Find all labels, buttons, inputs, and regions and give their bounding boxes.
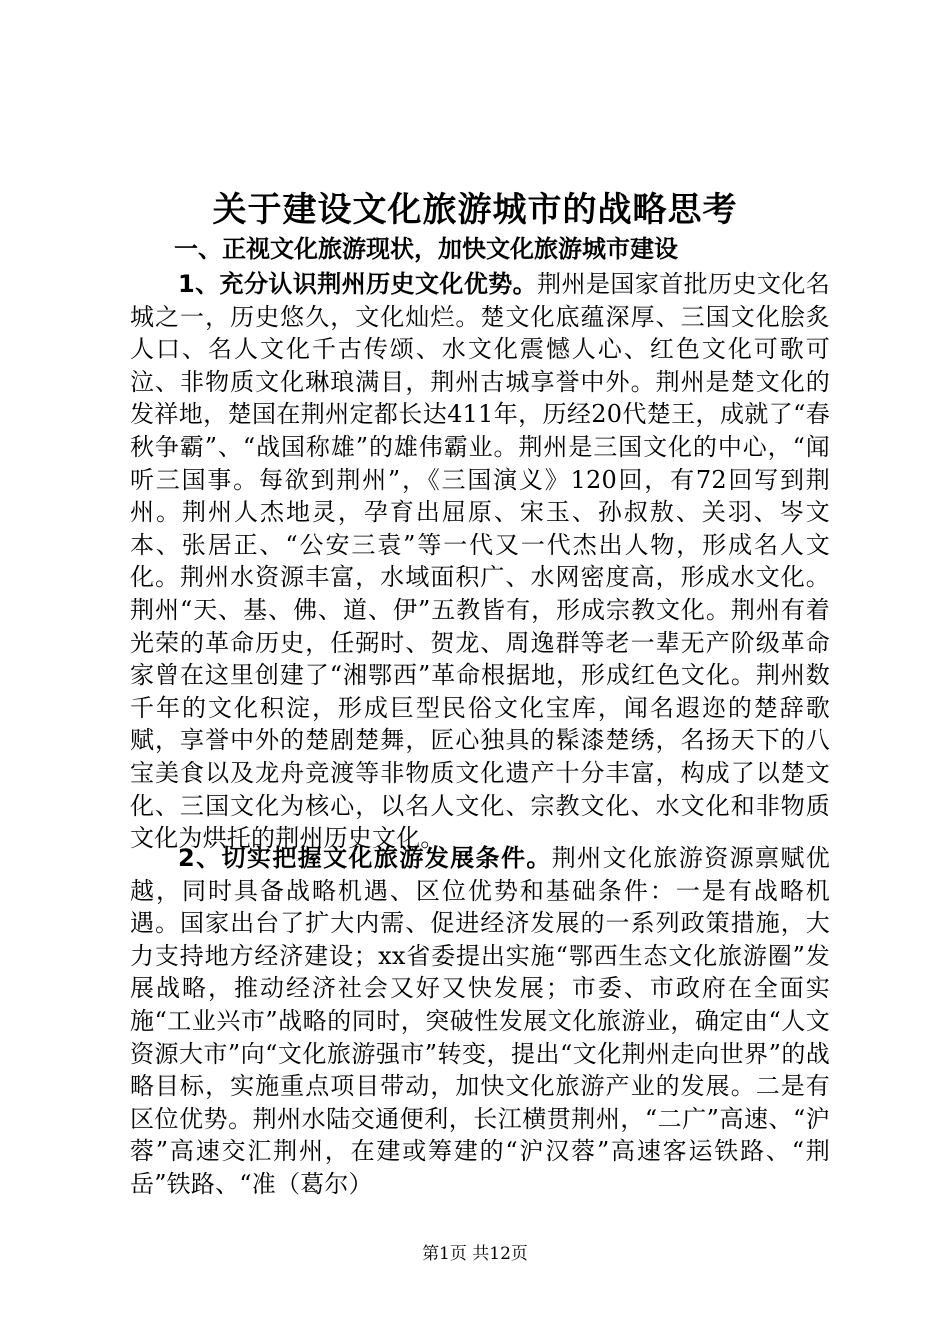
paragraph-1: [130, 268, 830, 855]
paragraph-2-text: 荆州文化旅游资源禀赋优越，同时具备战略机遇、区位优势和基础条件：一是有战略机遇。国家出台了扩大内需、促进经济发展的一系列政策措施，大力支持地方经济建设；xx省委提出实施“鄂西生态文化旅游圈”发展战略，推动经济社会又好又快发展；市委、市政府在全面实施“工业兴市”战略的同时，突破性发展文化旅游业，确定由“人文资源大市”向“文化旅游强市”转变，提出“文化荆州走向世界”的战略目标，实施重点项目带动，加快文化旅游产业的发展。二是有区位优势。荆州水陆交通便利，长江横贯荆州，“二广”高速、“沪蓉”高速交汇荆州，在建或筹建的“沪汉蓉”高速客运铁路、“荆岳”铁路、“准（葛尔）: [130, 844, 831, 1198]
section-heading: 一、正视文化旅游现状，加快文化旅游城市建设: [174, 235, 678, 263]
paragraph-1-lead: 1、充分认识荆州历史文化优势。: [178, 270, 538, 298]
paragraph-2-lead: 2、切实把握文化旅游发展条件。: [178, 844, 552, 872]
paragraph-2: [130, 842, 830, 1201]
paragraph-1-text: 荆州是国家首批历史文化名城之一，历史悠久，文化灿烂。楚文化底蕴深厚、三国文化脍炙人口、名人文化千古传颂、水文化震憾人心、红色文化可歌可泣、非物质文化琳琅满目，荆州古城享誉中外。荆州是楚文化的发祥地，楚国在荆州定都长达411年，历经20代楚王，成就了“春秋争霸”、“战国称雄”的雄伟霸业。荆州是三国文化的中心，“闻听三国事。每欲到荆州”，《三国演义》120回，有72回写到荆州。荆州人杰地灵，孕育出屈原、宋玉、孙叔敖、关羽、岑文本、张居正、“公安三袁”等一代又一代杰出人物，形成名人文化。荆州水资源丰富，水域面积广、水网密度高，形成水文化。荆州“天、基、佛、道、伊”五教皆有，形成宗教文化。荆州有着光荣的革命历史，任弼时、贺龙、周逸群等老一辈无产阶级革命家曾在这里创建了“湘鄂西”革命根据地，形成红色文化。荆州数千年的文化积淀，形成巨型民俗文化宝库，闻名遐迩的楚辞歌赋，享誉中外的楚剧楚舞，匠心独具的髹漆楚绣，名扬天下的八宝美食以及龙舟竞渡等非物质文化遗产十分丰富，构成了以楚文化、三国文化为核心，以名人文化、宗教文化、水文化和非物质文化为烘托的荆州历史文化。: [130, 270, 831, 853]
document-title: 关于建设文化旅游城市的战略思考: [212, 190, 738, 230]
page-footer: 第1页 共12页: [422, 1244, 528, 1264]
